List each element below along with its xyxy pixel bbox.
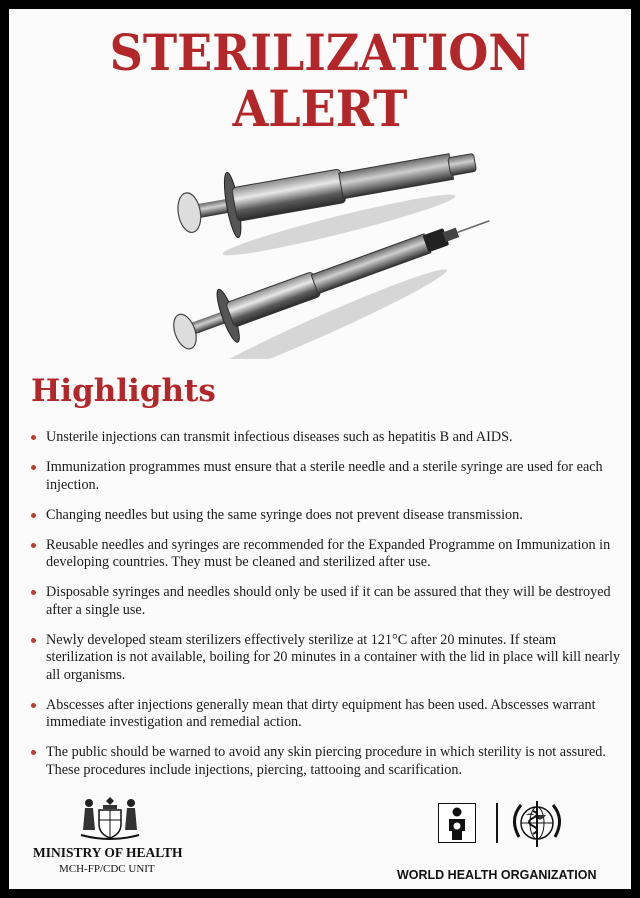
bullet-icon: [31, 513, 36, 518]
family-health-icon: [438, 803, 476, 843]
list-item: [31, 584, 621, 619]
list-item: [31, 697, 621, 732]
syringes-illustration: [149, 127, 509, 359]
who-emblem-icon: [507, 797, 567, 853]
highlights-heading: Highlights: [31, 373, 216, 409]
list-item-text: Newly developed steam sterilizers effectively sterilize at 121°C after 20 minutes. If steam sterilization is not available, boiling for 20 minutes in a container with the lid in place will kill nearly all organisms.: [46, 631, 621, 683]
bullet-icon: [31, 703, 36, 708]
list-item: [31, 507, 621, 525]
bullet-icon: [31, 750, 36, 755]
ministry-name: MINISTRY OF HEALTH: [33, 845, 183, 860]
list-item-text: Disposable syringes and needles should only be used if it can be assured that they will be destroyed after a single use.: [46, 584, 611, 618]
bullet-icon: [31, 543, 36, 548]
poster: [9, 9, 631, 889]
coat-of-arms-icon: [75, 793, 145, 841]
divider: [496, 803, 498, 843]
ministry-unit: MCH-FP/CDC UNIT: [59, 863, 155, 875]
list-item: [31, 429, 621, 447]
list-item-text: Changing needles but using the same syringe does not prevent disease transmission.: [46, 506, 523, 523]
list-item: [31, 459, 621, 494]
list-item: [31, 537, 621, 572]
bullet-icon: [31, 435, 36, 440]
list-item-text: The public should be warned to avoid any skin piercing procedure in which sterility is not assured. These procedures include injections, piercing, tattooing and scarification.: [46, 744, 606, 778]
bullet-icon: [31, 590, 36, 595]
bullet-icon: [31, 465, 36, 470]
list-item: [31, 744, 621, 779]
list-item-text: Immunization programmes must ensure that a sterile needle and a sterile syringe are used for each injection.: [46, 459, 603, 493]
list-item-text: Abscesses after injections generally mean that dirty equipment has been used. Abscesses warrant immediate investigation and remedial action.: [46, 696, 596, 730]
list-item-text: Reusable needles and syringes are recommended for the Expanded Programme on Immunization in developing countries. They must be cleaned and sterilized after use.: [46, 536, 611, 570]
who-name: WORLD HEALTH ORGANIZATION: [397, 868, 597, 882]
poster-title: STERILIZATION ALERT: [109, 23, 531, 138]
list-item: [31, 632, 621, 685]
list-item-text: Unsterile injections can transmit infectious diseases such as hepatitis B and AIDS.: [46, 429, 513, 445]
who-block: [395, 797, 625, 887]
bullet-icon: [31, 638, 36, 643]
highlights-list: [31, 429, 621, 792]
